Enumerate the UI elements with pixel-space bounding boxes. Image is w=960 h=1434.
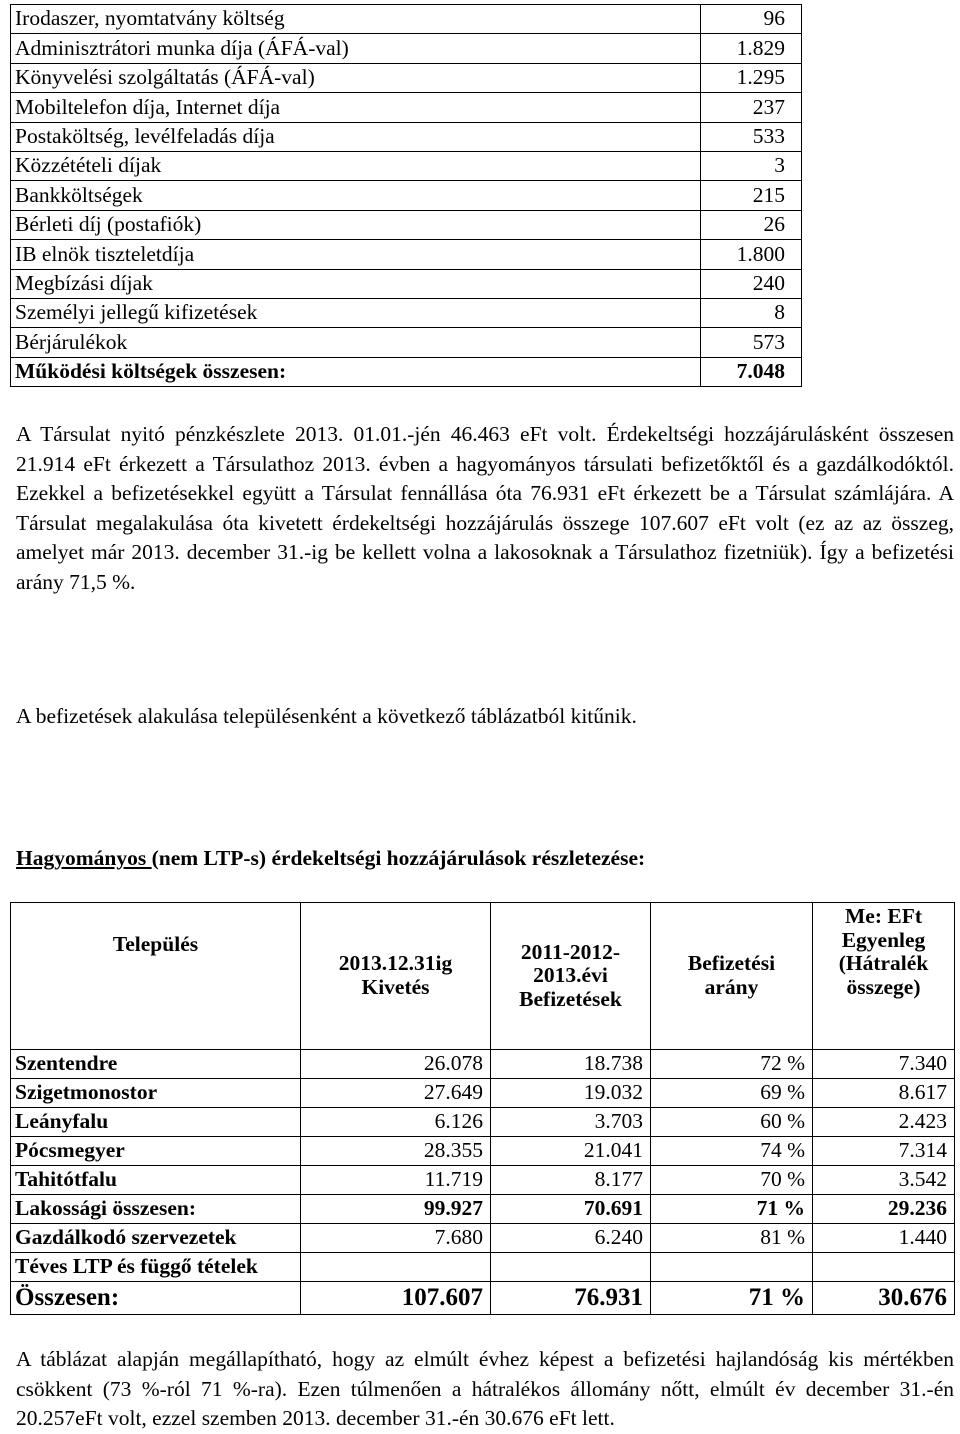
balance-value: 7.340: [813, 1050, 955, 1079]
ltp-row: [11, 1253, 955, 1282]
cost-value: 3: [701, 151, 802, 180]
cost-row: [11, 63, 802, 92]
balance-value: 7.314: [813, 1137, 955, 1166]
balance-value: 8.617: [813, 1079, 955, 1108]
paragraph-summary: A Társulat nyitó pénzkészlete 2013. 01.01.-jén 46.463 eFt volt. Érdekeltségi hozzájárulásként összesen 21.914 eFt érkezett a Társulathoz 2013. évben a hagyományos társulati befizetőktől és a gazdálkodóktól. Ezekkel a befizetésekkel együtt a Társulat fennállása óta 76.931 eFt érkezett be a Társulat számlájára. A Társulat megalakulása óta kivetett érdekeltségi hozzájárulás összege 107.607 eFt volt (ez az az összeg, amelyet már 2013. december 31.-ig be kellett volna a lakosoknak a Társulathoz fizetniük). Így a befizetési arány 71,5 %.: [16, 422, 954, 594]
header-balance: Egyenleg (Hátralék összege): [838, 927, 929, 999]
grand-total-label: Összesen:: [11, 1282, 301, 1315]
cost-row: [11, 122, 802, 151]
cost-row: [11, 269, 802, 298]
levy-value: 28.355: [301, 1137, 491, 1166]
paid-value: 76.931: [491, 1282, 651, 1315]
section-heading: [16, 846, 645, 871]
ratio-value: 70 %: [651, 1166, 813, 1195]
levy-value: 107.607: [301, 1282, 491, 1315]
balance-value: 30.676: [813, 1282, 955, 1315]
businesses-row: [11, 1224, 955, 1253]
cost-row: [11, 93, 802, 122]
ratio-value: 81 %: [651, 1224, 813, 1253]
cost-label: Mobiltelefon díja, Internet díja: [11, 93, 701, 122]
cost-value: 96: [701, 5, 802, 34]
ratio-value: 69 %: [651, 1079, 813, 1108]
paragraph-conclusion: A táblázat alapján megállapítható, hogy az elmúlt évhez képest a befizetési hajlandóság kis mértékben csökkent (73 %-ról 71 %-ra). Ezen túlmenően a hátralékos állomány nőtt, elmúlt év december 31.-én 20.257eFt volt, ezzel szemben 2013. december 31.-én 30.676 eFt lett.: [16, 1347, 954, 1430]
table-row: [11, 1079, 955, 1108]
ratio-value: 71 %: [651, 1282, 813, 1315]
levy-value: 99.927: [301, 1195, 491, 1224]
settlement-name: Leányfalu: [11, 1108, 301, 1137]
table-row: [11, 1108, 955, 1137]
paid-value: 18.738: [491, 1050, 651, 1079]
cost-total-value: 7.048: [701, 357, 802, 386]
table-row: [11, 1166, 955, 1195]
cost-value: 237: [701, 93, 802, 122]
cost-label: Személyi jellegű kifizetések: [11, 298, 701, 327]
cost-row: [11, 240, 802, 269]
ratio-value: 71 %: [651, 1195, 813, 1224]
levy-value: 7.680: [301, 1224, 491, 1253]
ltp-label: Téves LTP és függő tételek: [11, 1253, 301, 1282]
cost-value: 1.295: [701, 63, 802, 92]
cost-row: [11, 328, 802, 357]
cost-label: Megbízási díjak: [11, 269, 701, 298]
cost-row: [11, 5, 802, 34]
cost-label: IB elnök tiszteletdíja: [11, 240, 701, 269]
header-paid: 2011-2012-2013.évi Befizetések: [491, 903, 651, 1050]
balance-value: 1.440: [813, 1224, 955, 1253]
ratio-value: 74 %: [651, 1137, 813, 1166]
operating-costs-table: [10, 4, 802, 387]
ratio-value: 60 %: [651, 1108, 813, 1137]
cost-label: Bérleti díj (postafiók): [11, 210, 701, 239]
header-settlement: Település: [11, 903, 301, 1050]
header-balance-cell: [813, 903, 955, 1050]
header-ratio: Befizetési arány: [651, 903, 813, 1050]
table-header-row: [11, 903, 955, 1050]
paid-value: 8.177: [491, 1166, 651, 1195]
cost-row: [11, 181, 802, 210]
cost-value: 533: [701, 122, 802, 151]
ratio-value: 72 %: [651, 1050, 813, 1079]
cost-label: Irodaszer, nyomtatvány költség: [11, 5, 701, 34]
levy-value: 27.649: [301, 1079, 491, 1108]
paragraph-intro: A befizetések alakulása településenként a következő táblázatból kitűnik.: [16, 704, 637, 728]
levy-value: 6.126: [301, 1108, 491, 1137]
balance-value: 29.236: [813, 1195, 955, 1224]
settlement-name: Szigetmonostor: [11, 1079, 301, 1108]
levy-value: 11.719: [301, 1166, 491, 1195]
balance-value: 2.423: [813, 1108, 955, 1137]
cost-row: [11, 210, 802, 239]
residential-total-label: Lakossági összesen:: [11, 1195, 301, 1224]
cost-value: 1.829: [701, 34, 802, 63]
cost-row: [11, 151, 802, 180]
table-row: [11, 1050, 955, 1079]
cost-total-label: Működési költségek összesen:: [11, 357, 701, 386]
paid-value: 70.691: [491, 1195, 651, 1224]
cost-label: Postaköltség, levélfeladás díja: [11, 122, 701, 151]
cost-row: [11, 34, 802, 63]
cost-value: 240: [701, 269, 802, 298]
levy-value: 26.078: [301, 1050, 491, 1079]
cost-label: Közzétételi díjak: [11, 151, 701, 180]
cost-row: [11, 298, 802, 327]
settlement-name: Tahitótfalu: [11, 1166, 301, 1195]
paid-value: 19.032: [491, 1079, 651, 1108]
businesses-label: Gazdálkodó szervezetek: [11, 1224, 301, 1253]
cost-total-row: [11, 357, 802, 386]
grand-total-row: [11, 1282, 955, 1315]
unit-label: Me: EFt: [844, 904, 922, 928]
cost-value: 26: [701, 210, 802, 239]
cost-label: Bankköltségek: [11, 181, 701, 210]
header-levy: 2013.12.31ig Kivetés: [301, 903, 491, 1050]
heading-rest: (nem LTP-s) érdekeltségi hozzájárulások részletezése:: [151, 846, 646, 870]
heading-underlined: Hagyományos: [16, 846, 152, 870]
cost-value: 215: [701, 181, 802, 210]
cost-value: 573: [701, 328, 802, 357]
residential-total-row: [11, 1195, 955, 1224]
cost-label: Könyvelési szolgáltatás (ÁFÁ-val): [11, 63, 701, 92]
cost-value: 1.800: [701, 240, 802, 269]
cost-label: Adminisztrátori munka díja (ÁFÁ-val): [11, 34, 701, 63]
contributions-table: [10, 902, 955, 1315]
balance-value: 3.542: [813, 1166, 955, 1195]
cost-value: 8: [701, 298, 802, 327]
settlement-name: Pócsmegyer: [11, 1137, 301, 1166]
table-row: [11, 1137, 955, 1166]
paid-value: 21.041: [491, 1137, 651, 1166]
cost-label: Bérjárulékok: [11, 328, 701, 357]
paid-value: 3.703: [491, 1108, 651, 1137]
settlement-name: Szentendre: [11, 1050, 301, 1079]
paid-value: 6.240: [491, 1224, 651, 1253]
